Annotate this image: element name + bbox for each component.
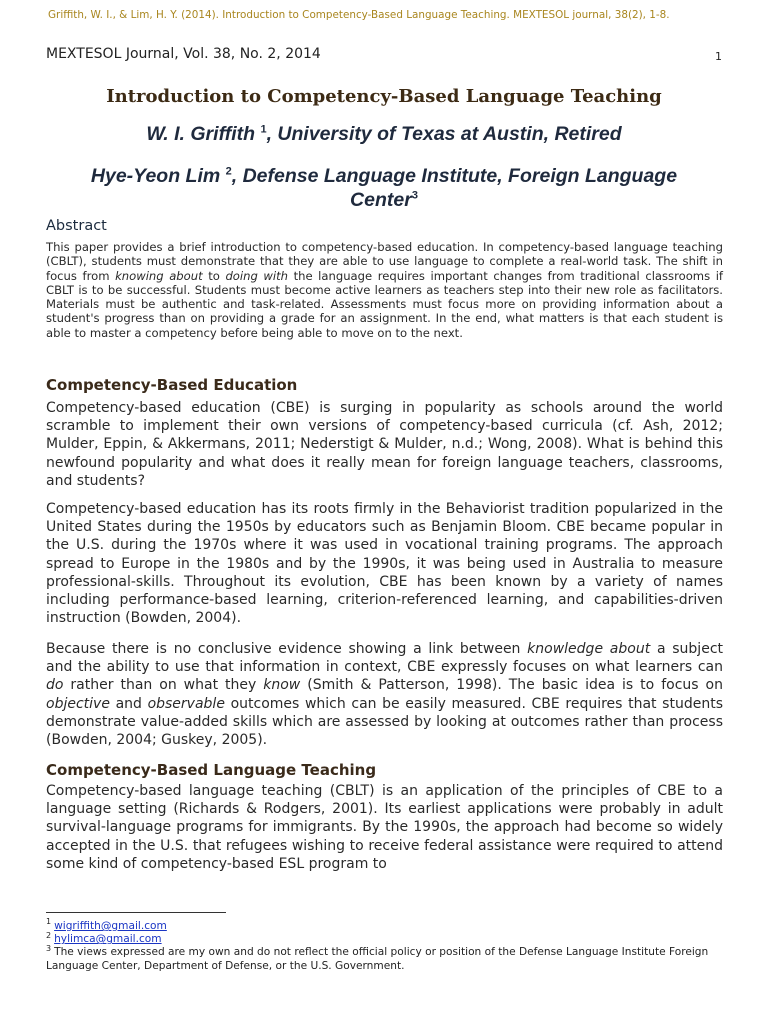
paragraph-3-emphasis: knowledge about — [527, 641, 651, 657]
footnote-2-email-link[interactable]: hylimca@gmail.com — [54, 933, 162, 946]
paragraph-1: Competency-based education (CBE) is surging in popularity as schools around the world scramble to implement their own versions of competency-based curricula (cf. Ash, 2012; Mulder, Eppin, & Akkermans, 2011; Nederstigt & Mulder, n.d.; Wong, 2008). What is behind this newfound popularity and what does it really mean for foreign language teachers, classrooms, and students? — [46, 400, 723, 489]
footnote-divider — [46, 912, 226, 913]
author-2-footnote-mark-2: 3 — [411, 189, 418, 202]
footnote-3-text: The views expressed are my own and do not reflect the official policy or position of the Defense Language Institute Foreign Language Center, Department of Defense, or the U.S. Government. — [46, 946, 709, 972]
author-1-affiliation: , University of Texas at Austin, Retired — [266, 123, 622, 145]
paragraph-3-part: and — [109, 695, 148, 712]
journal-running-head: MEXTESOL Journal, Vol. 38, No. 2, 2014 — [46, 46, 321, 62]
footnote-3-mark: 3 — [46, 943, 52, 953]
footnote-1-mark: 1 — [46, 917, 52, 927]
footnote-1-email-link[interactable]: wigriffith@gmail.com — [54, 920, 167, 932]
paragraph-4: Competency-based language teaching (CBLT) is an application of the principles of CBE to a language setting (Richards & Rodgers, 2001). Its earliest applications were probably in adult survival-language programs for immigrants. By the 1990s, the approach had become so widely accepted in the U.S. that refugees wishing to receive federal assistance were required to attend some kind of competency-based ESL program to — [46, 783, 723, 872]
abstract-heading: Abstract — [46, 218, 107, 234]
author-1 — [46, 122, 722, 146]
paragraph-3-part: outcomes which can be easily measured. CBE requires that students demonstrate value-added skills which are assessed by looking at outcomes rather than process (Bowden, 2004; Guskey, 2005). — [46, 695, 723, 749]
paragraph-3-part: rather than on what they — [63, 677, 264, 694]
section-heading-cbe: Competency-Based Education — [46, 376, 298, 394]
author-2-affiliation: , Defense Language Institute, Foreign Language — [231, 165, 678, 187]
footnote-2-mark: 2 — [46, 930, 52, 940]
author-2-name: Hye-Yeon Lim — [90, 165, 221, 187]
author-1-footnote-mark: 1 — [260, 123, 267, 136]
paper-title: Introduction to Competency-Based Language Teaching — [106, 86, 662, 107]
author-2 — [46, 164, 722, 212]
paragraph-3-emphasis: do — [46, 677, 64, 694]
author-2-footnote-mark: 2 — [225, 165, 232, 178]
citation-header: Griffith, W. I., & Lim, H. Y. (2014). Introduction to Competency-Based Language Teaching. MEXTESOL journal, 38(2), 1-8. — [48, 9, 670, 21]
abstract-text — [46, 240, 723, 340]
paragraph-3-emphasis: observable — [147, 695, 225, 712]
abstract-emphasis: doing with — [225, 268, 288, 283]
abstract-emphasis: knowing about — [115, 268, 203, 283]
paragraph-3-part: (Smith & Patterson, 1998). The basic idea is to focus on — [300, 677, 723, 694]
abstract-text-part: the language requires important changes from traditional classrooms if CBLT is to be successful. Students must become active learners as teachers step into their new role as facilitators. Materials must be authentic and task-related. Assessments must focus more on providing information about a student's progress than on providing a grade for an assignment. In the end, what matters is that each student is able to master a competency before being able to move on to the next. — [46, 268, 724, 340]
paragraph-3-emphasis: objective — [46, 695, 110, 712]
section-heading-cblt: Competency-Based Language Teaching — [46, 761, 377, 779]
footnote-2 — [46, 930, 726, 946]
paragraph-3 — [46, 640, 723, 749]
footnote-3 — [46, 943, 726, 972]
page-number: 1 — [715, 50, 722, 63]
paragraph-2: Competency-based education has its roots firmly in the Behaviorist tradition popularized in the United States during the 1950s by educators such as Benjamin Bloom. CBE became popular in the U.S. during the 1970s where it was used in vocational training programs. The approach spread to Europe in the 1980s and by the 1990s, it was being used in Australia to measure professional-skills. Throughout its evolution, CBE has been known by a variety of names including performance-based learning, criterion-referenced learning, and capabilities-driven instruction (Bowden, 2004). — [46, 501, 723, 627]
paragraph-3-emphasis: know — [263, 677, 301, 694]
paragraph-3-part: Because there is no conclusive evidence showing a link between — [46, 641, 528, 657]
author-1-name: W. I. Griffith — [146, 123, 256, 145]
footnotes — [46, 917, 726, 973]
footnote-1 — [46, 917, 726, 933]
abstract-text-part: to — [202, 268, 226, 283]
paragraph-3-part: a subject and the ability to use that information in context, CBE expressly focuses on what learners can — [46, 641, 724, 676]
abstract-text-part: This paper provides a brief introduction to competency-based education. In competency-based language teaching (CBLT), students must demonstrate that they are able to use language to complete a real-world task. The shift in focus from — [46, 240, 723, 283]
author-2-affiliation-cont: Center — [350, 189, 412, 211]
